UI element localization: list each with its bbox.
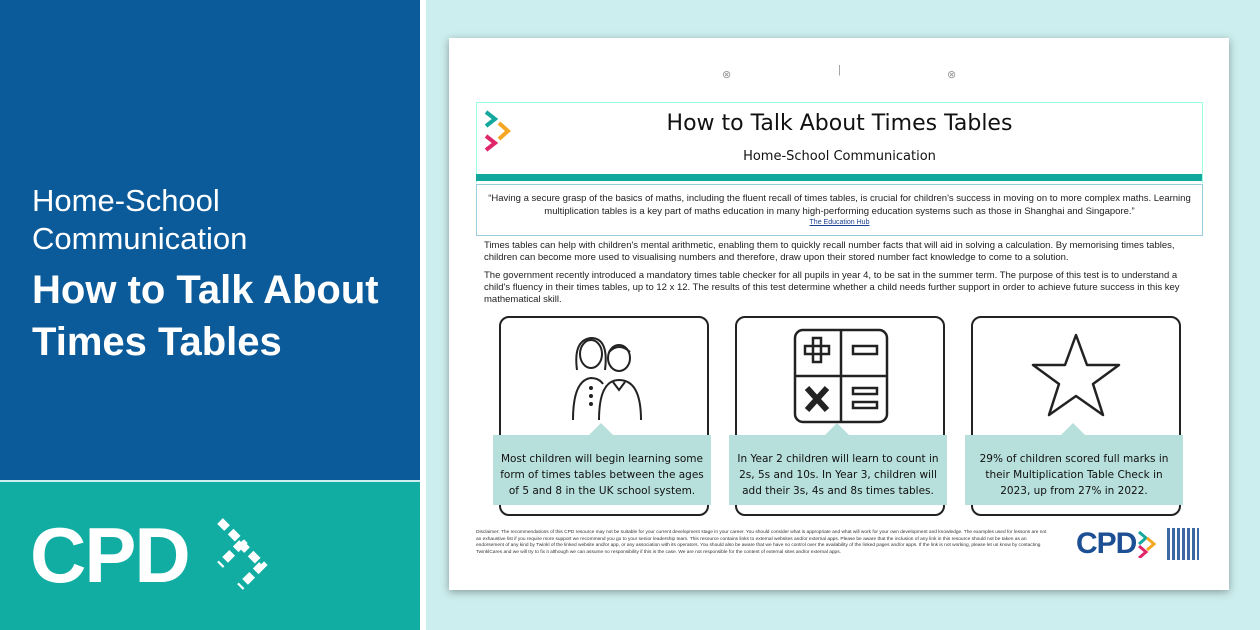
document-preview — [449, 38, 1229, 590]
children-icon — [569, 330, 649, 422]
document-title: How to Talk About Times Tables — [666, 111, 1013, 136]
chevron-logo-icon — [212, 515, 272, 603]
document-subtitle: Home-School Communication — [743, 149, 936, 164]
star-icon — [1031, 332, 1121, 418]
fold-mark-icon: | — [838, 64, 841, 76]
qr-code-icon — [1167, 528, 1199, 560]
body-paragraph-1: Times tables can help with children's mental arithmetic, enabling them to quickly recall number facts that will aid in solving a calculation. By memorising times tables, children can become more used to visualising numbers and therefore, draw upon their stored number fact knowledge to come to a solution. — [484, 240, 1175, 263]
card-caption-2 — [729, 435, 947, 505]
punch-hole-icon: ⊗ — [947, 69, 957, 81]
kicker-text: Home-School Communication — [32, 183, 248, 256]
calculator-symbols-icon — [793, 328, 889, 424]
left-title-panel — [0, 0, 420, 480]
cpd-logo-text: CPD — [30, 511, 189, 599]
panel-divider — [420, 0, 426, 630]
card-caption-text: Most children will begin learning some form of times tables between the ages of 5 and 8 in the UK school system. — [500, 453, 704, 497]
title-block — [32, 182, 402, 368]
document-header — [476, 102, 1203, 183]
punch-hole-icon: ⊗ — [722, 69, 732, 81]
card-caption-3 — [965, 435, 1183, 505]
chevron-logo-icon — [1137, 530, 1157, 558]
card-caption-1 — [493, 435, 711, 505]
quote-box — [476, 184, 1203, 236]
quote-source-link[interactable]: The Education Hub — [809, 219, 870, 226]
disclaimer-text: Disclaimer: The recommendations of this CPD resource may not be suitable for your current development stage in your career. You should consider what is appropriate and what will work for your own development and knowledge. The examples used for lessons are not an exhaustive list if you require more support we recommend you go to your senior leadership team. This resource contains links to external websites and/or external apps. Please be aware that the inclusion of any link in this resource should not be taken as an endorsement of any kind by Twinkl of the linked website and/or app, or any association with its operators. You should also be aware that we have no control over the availability of the linked pages and/or apps. If the link is not working, please let us know by contacting TwinklCares and we will try to fix it although we can assume no responsibility if this is the case. We are not responsible for the content of external sites and/or external apps. — [476, 530, 1047, 555]
header-accent-bar — [476, 174, 1202, 181]
body-paragraph-2: The government recently introduced a mandatory times table checker for all pupils in year 4, to be sat in the summer term. The purpose of this test is to understand a child's fluency in their times tables, up to 12 x 12. The results of this test determine whether a child needs further support in order to achieve future success in this key mathematical skill. — [484, 270, 1180, 305]
headline-text: How to Talk About Times Tables — [32, 268, 379, 364]
card-caption-text: In Year 2 children will learn to count in 2s, 5s and 10s. In Year 3, children will add their 3s, 4s and 8s times tables. — [737, 453, 939, 497]
cpd-logo-small: CPD — [1076, 527, 1137, 560]
quote-text: “Having a secure grasp of the basics of maths, including the fluent recall of times tables, is crucial for children's success in moving on to more complex maths. Learning multiplication tables is a key part of maths education in many high-performing education systems such as those in Shanghai and Singapore.” — [488, 193, 1191, 217]
card-caption-text: 29% of children scored full marks in their Multiplication Table Check in 2023, up from 27% in 2022. — [979, 453, 1169, 497]
left-brand-panel — [0, 482, 420, 630]
